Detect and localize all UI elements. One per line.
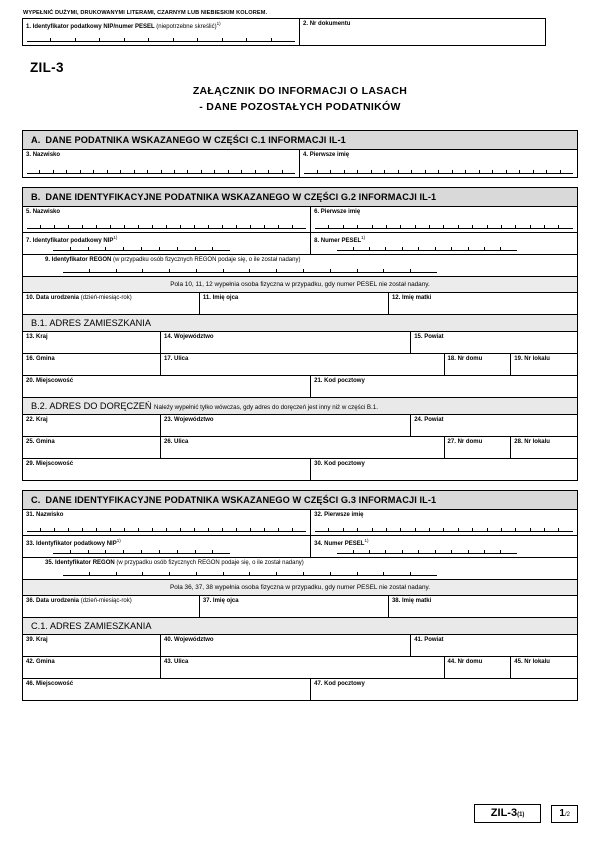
field-commune[interactable]: [22, 437, 161, 459]
field-regon[interactable]: [22, 558, 578, 580]
section-b2-title: B.2. ADRES DO DORĘCZEŃ: [31, 400, 152, 411]
field-label: Numer PESEL: [320, 237, 362, 244]
section-c-header: [22, 490, 578, 510]
comb-line[interactable]: [315, 525, 573, 532]
field-birth-date[interactable]: [22, 293, 200, 315]
field-label: Imię matki: [401, 597, 432, 604]
field-number: 5.: [26, 208, 32, 215]
field-label: Ulica: [174, 658, 189, 665]
title-line-2: - DANE POZOSTAŁYCH PODATNIKÓW: [199, 101, 401, 114]
field-number: 6.: [314, 208, 320, 215]
field-first-name[interactable]: [311, 207, 578, 233]
footnote-marker: 1): [361, 234, 366, 240]
footer-symbol-text: ZIL-3: [490, 807, 518, 819]
section-c1-row-1: [22, 635, 578, 657]
field-label: Pierwsze imię: [324, 511, 364, 518]
field-first-name[interactable]: [311, 510, 578, 536]
field-label: Województwo: [174, 333, 214, 340]
field-surname[interactable]: [22, 510, 311, 536]
field-number: 17.: [164, 355, 173, 362]
field-label: Identyfikator REGON: [51, 256, 112, 263]
comb-line[interactable]: [27, 525, 306, 532]
comb-line[interactable]: [337, 244, 517, 251]
field-label: Województwo: [174, 636, 214, 643]
footer-symbol-version: (1): [517, 812, 525, 818]
field-number: 16.: [26, 355, 35, 362]
field-label: Ulica: [174, 438, 189, 445]
section-a: [22, 130, 578, 178]
page-total: /2: [564, 811, 570, 818]
section-c-pesel-note: Pola 36, 37, 38 wypełnia osoba fizyczna w przypadku, gdy numer PESEL nie został nadany.: [22, 580, 578, 596]
fill-instruction-note: WYPEŁNIĆ DUŻYMI, DRUKOWANYMI LITERAMI, CZARNYM LUB NIEBIESKIM KOLOREM.: [23, 10, 268, 16]
section-b2-row-2: [22, 437, 578, 459]
field-number: 42.: [26, 658, 35, 665]
field-number: 35.: [45, 559, 54, 566]
field-number: 32.: [314, 511, 323, 518]
field-label: Identyfikator REGON: [55, 559, 115, 566]
comb-line[interactable]: [304, 167, 573, 174]
field-label: Nr domu: [457, 438, 483, 445]
section-c-birth-row: [22, 596, 578, 618]
field-label: Numer PESEL: [324, 540, 365, 547]
field-commune[interactable]: [22, 657, 161, 679]
field-mother-name[interactable]: [389, 596, 578, 618]
field-commune[interactable]: [22, 354, 161, 376]
field-number: 45.: [514, 658, 523, 665]
field-label: Nr domu: [457, 355, 483, 362]
field-number: 15.: [414, 333, 423, 340]
field-country[interactable]: [22, 635, 161, 657]
field-surname[interactable]: [22, 207, 311, 233]
field-label: Nr lokalu: [524, 658, 550, 665]
section-title: DANE IDENTYFIKACYJNE PODATNIKA WSKAZANEGO W CZĘŚCI G.3 INFORMACJI IL-1: [45, 494, 437, 505]
field-label: Miejscowość: [36, 460, 74, 467]
field-number: 36.: [26, 597, 35, 604]
field-number: 26.: [164, 438, 173, 445]
page-title: [22, 83, 578, 116]
field-pesel[interactable]: [311, 536, 578, 558]
field-street[interactable]: [161, 354, 445, 376]
field-label: Nazwisko: [32, 151, 61, 158]
field-label: Kraj: [36, 416, 48, 423]
field-number: 27.: [447, 438, 456, 445]
field-number: 47.: [314, 680, 323, 687]
field-number: 38.: [391, 597, 401, 604]
field-city[interactable]: [22, 376, 311, 398]
field-country[interactable]: [22, 332, 161, 354]
field-father-name[interactable]: [200, 293, 389, 315]
field-county[interactable]: [411, 635, 578, 657]
section-title: DANE PODATNIKA WSKAZANEGO W CZĘŚCI C.1 INFORMACJI IL-1: [45, 134, 346, 145]
field-number: 3.: [26, 151, 32, 158]
field-label: Miejscowość: [36, 680, 74, 687]
field-street[interactable]: [161, 657, 445, 679]
field-apartment-number[interactable]: [511, 437, 578, 459]
field-label: Imię ojca: [212, 597, 239, 604]
comb-line[interactable]: [27, 222, 306, 229]
field-number: 19.: [514, 355, 523, 362]
section-b2-row-1: [22, 415, 578, 437]
field-mother-name[interactable]: [389, 293, 578, 315]
field-label: Data urodzenia: [36, 294, 80, 301]
field-number: 33.: [26, 540, 35, 547]
field-number: 29.: [26, 460, 35, 467]
section-c-id-row: [22, 536, 578, 558]
field-number: 9.: [45, 256, 51, 263]
section-b-header: [22, 187, 578, 207]
field-pesel[interactable]: [311, 233, 578, 255]
field-number: 18.: [447, 355, 456, 362]
field-label: Nr lokalu: [524, 355, 550, 362]
footnote-marker: 1): [364, 537, 369, 543]
field-house-number[interactable]: [445, 657, 512, 679]
field-hint: (dzień-miesiąc-rok): [80, 597, 132, 604]
section-title: DANE IDENTYFIKACYJNE PODATNIKA WSKAZANEGO W CZĘŚCI G.2 INFORMACJI IL-1: [45, 191, 437, 202]
field-father-name[interactable]: [200, 596, 389, 618]
field-number: 12.: [391, 294, 401, 301]
section-b1-row-1: [22, 332, 578, 354]
field-label: Data urodzenia: [36, 597, 80, 604]
field-hint: (niepotrzebne skreślić): [156, 24, 217, 30]
field-apartment-number[interactable]: [511, 657, 578, 679]
field-label: Imię ojca: [212, 294, 239, 301]
field-label: Powiat: [424, 333, 444, 340]
field-number: 39.: [26, 636, 35, 643]
field-label: Województwo: [174, 416, 214, 423]
field-number: 8.: [314, 237, 320, 244]
section-b1-header: [22, 315, 578, 332]
field-number: 30.: [314, 460, 323, 467]
field-city[interactable]: [22, 679, 311, 701]
field-number: 21.: [314, 377, 323, 384]
section-b2-row-3: [22, 459, 578, 481]
header-identification-row: [22, 18, 578, 46]
field-nip[interactable]: [22, 536, 311, 558]
field-number: 40.: [164, 636, 173, 643]
field-number: 23.: [164, 416, 173, 423]
field-city[interactable]: [22, 459, 311, 481]
comb-line[interactable]: [27, 167, 295, 174]
section-a-row: [22, 150, 578, 178]
field-number: 2.: [303, 21, 309, 27]
field-number: 28.: [514, 438, 523, 445]
footnote-marker: 1): [113, 234, 118, 240]
section-b-name-row: [22, 207, 578, 233]
field-postal-code[interactable]: [311, 679, 578, 701]
section-b-birth-row: [22, 293, 578, 315]
field-label: Pierwsze imię: [320, 208, 361, 215]
section-b1-row-2: [22, 354, 578, 376]
field-number: 1.: [26, 24, 32, 30]
field-number: 44.: [447, 658, 456, 665]
field-number: 34.: [314, 540, 323, 547]
field-number: 24.: [414, 416, 423, 423]
field-label: Kraj: [36, 333, 48, 340]
field-label: Nr lokalu: [524, 438, 550, 445]
section-b1-row-3: [22, 376, 578, 398]
field-street[interactable]: [161, 437, 445, 459]
field-document-number[interactable]: [300, 18, 546, 46]
field-label: Kod pocztowy: [324, 460, 365, 467]
field-surname[interactable]: [22, 150, 300, 178]
footnote-marker: 1): [116, 537, 121, 543]
field-number: 20.: [26, 377, 35, 384]
comb-line[interactable]: [315, 222, 573, 229]
field-label: Nazwisko: [36, 511, 64, 518]
title-line-1: ZAŁĄCZNIK DO INFORMACJI O LASACH: [192, 85, 408, 97]
field-number: 22.: [26, 416, 35, 423]
field-label: Ulica: [174, 355, 189, 362]
footer-form-symbol: [474, 804, 542, 823]
page-current: 1: [559, 807, 565, 819]
section-c-name-row: [22, 510, 578, 536]
section-b: [22, 187, 578, 481]
section-a-header: [22, 130, 578, 150]
comb-line[interactable]: [53, 547, 230, 554]
field-number: 46.: [26, 680, 35, 687]
field-birth-date[interactable]: [22, 596, 200, 618]
field-number: 43.: [164, 658, 173, 665]
section-b-pesel-note: Pola 10, 11, 12 wypełnia osoba fizyczna w przypadku, gdy numer PESEL nie został nadany.: [22, 277, 578, 293]
field-label: Identyfikator podatkowy NIP/numer PESEL: [32, 24, 155, 30]
field-label: Kod pocztowy: [324, 377, 365, 384]
field-county[interactable]: [411, 415, 578, 437]
section-b-id-row: [22, 233, 578, 255]
section-c1-title: C.1. ADRES ZAMIESZKANIA: [31, 620, 152, 631]
comb-line[interactable]: [27, 35, 295, 42]
field-postal-code[interactable]: [311, 459, 578, 481]
field-number: 14.: [164, 333, 173, 340]
field-house-number[interactable]: [445, 437, 512, 459]
comb-line[interactable]: [63, 569, 437, 576]
field-regon[interactable]: [22, 255, 578, 277]
field-label: Powiat: [424, 636, 444, 643]
field-apartment-number[interactable]: [511, 354, 578, 376]
field-postal-code[interactable]: [311, 376, 578, 398]
footnote-marker: 1): [216, 21, 221, 26]
field-label: Nr domu: [457, 658, 483, 665]
field-number: 37.: [202, 597, 212, 604]
comb-line[interactable]: [53, 244, 230, 251]
field-number: 25.: [26, 438, 35, 445]
field-taxpayer-identifier[interactable]: [22, 18, 300, 46]
field-label: Kod pocztowy: [324, 680, 365, 687]
field-number: 13.: [26, 333, 35, 340]
field-hint: (dzień-miesiąc-rok): [80, 294, 132, 301]
field-first-name[interactable]: [300, 150, 578, 178]
field-label: Nr dokumentu: [309, 21, 351, 27]
field-label: Miejscowość: [36, 377, 74, 384]
field-label: Nazwisko: [32, 208, 61, 215]
section-letter: C.: [31, 494, 41, 505]
field-number: 11.: [202, 294, 211, 301]
field-label: Identyfikator podatkowy NIP: [36, 540, 117, 547]
field-number: 10.: [26, 294, 35, 301]
field-label: Pierwsze imię: [309, 151, 350, 158]
field-label: Powiat: [424, 416, 444, 423]
section-c1-row-3: [22, 679, 578, 701]
field-number: 7.: [26, 237, 32, 244]
section-letter: A.: [31, 134, 41, 145]
field-label: Gmina: [36, 658, 55, 665]
section-c1-row-2: [22, 657, 578, 679]
field-label: Imię matki: [401, 294, 432, 301]
section-b2-note: Należy wypełnić tylko wówczas, gdy adres do doręczeń jest inny niż w części B.1.: [154, 403, 378, 411]
field-house-number[interactable]: [445, 354, 512, 376]
field-country[interactable]: [22, 415, 161, 437]
field-number: 41.: [414, 636, 423, 643]
section-c: [22, 490, 578, 701]
footer-page-number: [551, 805, 578, 823]
field-voivodeship[interactable]: [161, 635, 411, 657]
field-label: Kraj: [36, 636, 48, 643]
comb-line[interactable]: [63, 266, 437, 273]
section-b2-header: [22, 398, 578, 415]
section-c1-header: [22, 618, 578, 635]
field-number: 4.: [303, 151, 309, 158]
comb-line[interactable]: [337, 547, 517, 554]
field-label: Gmina: [36, 355, 55, 362]
field-number: 31.: [26, 511, 35, 518]
page-footer: [474, 804, 578, 823]
field-nip[interactable]: [22, 233, 311, 255]
field-voivodeship[interactable]: [161, 332, 411, 354]
field-county[interactable]: [411, 332, 578, 354]
section-letter: B.: [31, 191, 41, 202]
section-b1-title: B.1. ADRES ZAMIESZKANIA: [31, 317, 151, 328]
form-symbol-title: ZIL-3: [30, 60, 64, 75]
field-hint: (w przypadku osób fizycznych REGON podaje się, o ile został nadany): [116, 559, 304, 566]
field-label: Gmina: [36, 438, 55, 445]
field-hint: (w przypadku osób fizycznych REGON podaje się, o ile został nadany): [113, 256, 301, 263]
field-label: Identyfikator podatkowy NIP: [32, 237, 114, 244]
field-voivodeship[interactable]: [161, 415, 411, 437]
